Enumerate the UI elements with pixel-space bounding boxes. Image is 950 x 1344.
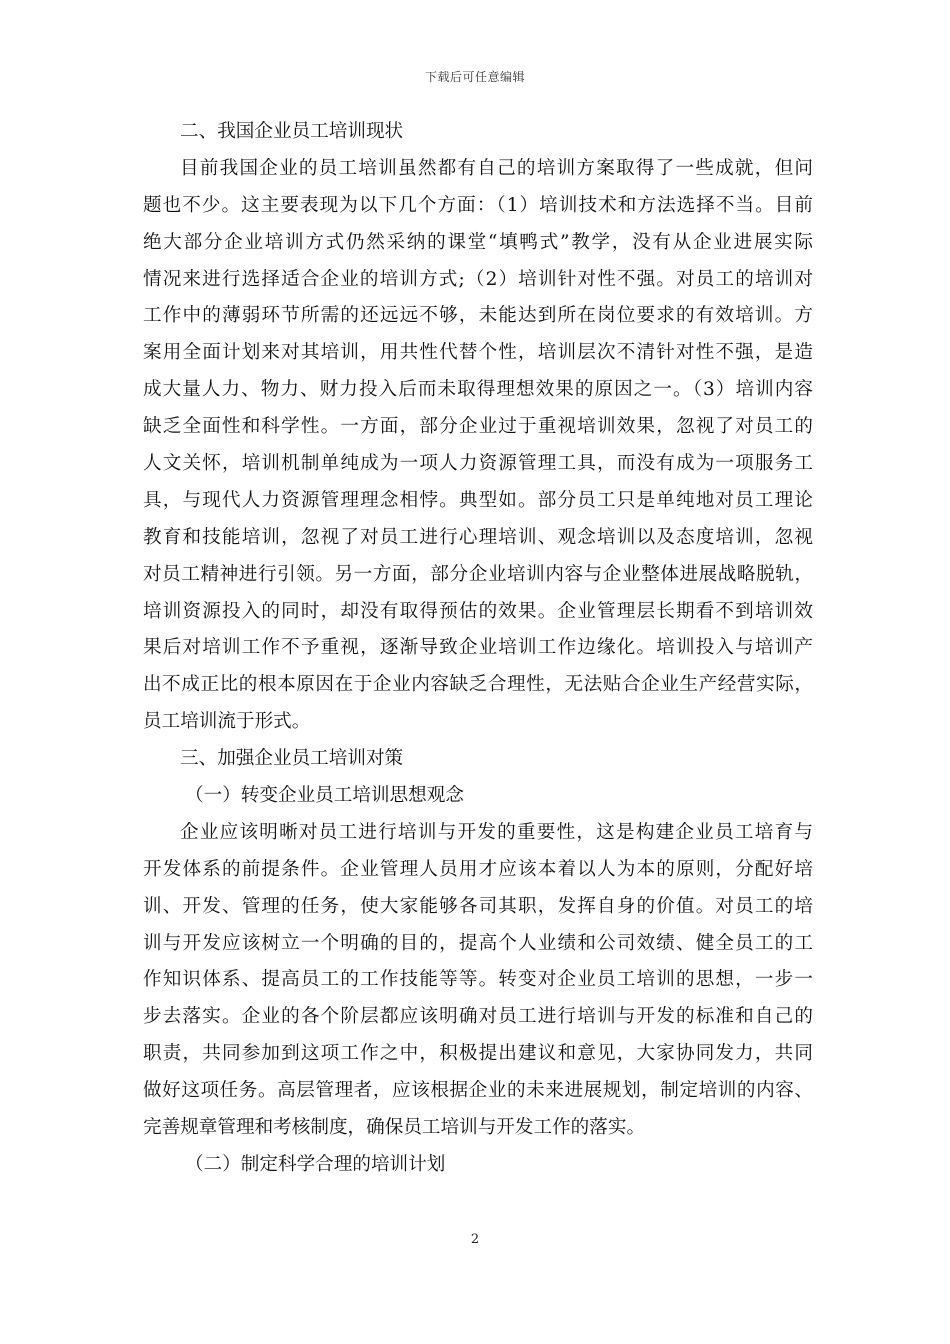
paragraph-line: 职责，共同参加到这项工作之中，积极提出建议和意见，大家协同发力，共同 — [143, 1043, 813, 1065]
paragraph-line: 果后对培训工作不予重视，逐渐导致企业培训工作边缘化。培训投入与培训产 — [143, 637, 813, 659]
section-heading: 二、我国企业员工培训现状 — [180, 121, 404, 142]
paragraph-line: 目前我国企业的员工培训虽然都有自己的培训方案取得了一些成就，但问 — [180, 157, 813, 179]
section-heading: 三、加强企业员工培训对策 — [180, 748, 404, 770]
paragraph-line: 培训资源投入的同时，却没有取得预估的效果。企业管理层长期看不到培训效 — [143, 600, 813, 622]
paragraph-line: 情况来进行选择适合企业的培训方式;（2）培训针对性不强。对员工的培训对 — [143, 268, 813, 290]
paragraph-line: 具，与现代人力资源管理理念相悖。典型如。部分员工只是单纯地对员工理论 — [143, 489, 813, 511]
paragraph-line: 题也不少。这主要表现为以下几个方面：（1）培训技术和方法选择不当。目前 — [143, 194, 813, 216]
paragraph-line: 步去落实。企业的各个阶层都应该明确对员工进行培训与开发的标准和自己的 — [143, 1006, 813, 1028]
paragraph-line: 教育和技能培训，忽视了对员工进行心理培训、观念培训以及态度培训，忽视 — [143, 526, 813, 548]
paragraph-line: 人文关怀，培训机制单纯成为一项人力资源管理工具，而没有成为一项服务工 — [143, 453, 813, 475]
document-body — [143, 114, 813, 1184]
paragraph-line: 绝大部分企业培训方式仍然采纳的课堂“填鸭式”教学，没有从企业进展实际 — [143, 231, 813, 253]
paragraph-line: 完善规章管理和考核制度，确保员工培训与开发工作的落实。 — [143, 1117, 646, 1139]
paragraph-line: 成大量人力、物力、财力投入后而未取得理想效果的原因之一。（3）培训内容 — [143, 379, 813, 401]
paragraph-line: 员工培训流于形式。 — [143, 711, 311, 733]
page-number: 2 — [470, 1232, 480, 1247]
paragraph — [143, 151, 813, 741]
paragraph-line: 缺乏全面性和科学性。一方面，部分企业过于重视培训效果，忽视了对员工的 — [143, 416, 813, 438]
subsection-heading: （二）制定科学合理的培训计划 — [185, 1153, 446, 1175]
paragraph-line: 案用全面计划来对其培训，用共性代替个性，培训层次不清针对性不强，是造 — [143, 342, 813, 364]
paragraph-line: 企业应该明晰对员工进行培训与开发的重要性，这是构建企业员工培育与 — [180, 821, 813, 843]
paragraph-line: 出不成正比的根本原因在于企业内容缺乏合理性，无法贴合企业生产经营实际， — [143, 674, 813, 696]
paragraph-line: 作知识体系、提高员工的工作技能等等。转变对企业员工培训的思想，一步一 — [143, 969, 813, 991]
paragraph-line: 对员工精神进行引领。另一方面，部分企业培训内容与企业整体进展战略脱轨， — [143, 563, 813, 585]
paragraph-line: 训、开发、管理的任务，使大家能够各司其职，发挥自身的价值。对员工的培 — [143, 895, 813, 917]
paragraph-line: 工作中的薄弱环节所需的还远远不够，未能达到所在岗位要求的有效培训。方 — [143, 305, 813, 327]
paragraph-line: 开发体系的前提条件。企业管理人员用才应该本着以人为本的原则，分配好培 — [143, 858, 813, 880]
header-note: 下载后可任意编辑 — [424, 70, 525, 84]
paragraph-line: 做好这项任务。高层管理者，应该根据企业的未来进展规划，制定培训的内容、 — [143, 1080, 813, 1102]
subsection-heading: （一）转变企业员工培训思想观念 — [185, 785, 464, 807]
paragraph-line: 训与开发应该树立一个明确的目的，提高个人业绩和公司效绩、健全员工的工 — [143, 932, 813, 954]
paragraph — [143, 815, 813, 1147]
